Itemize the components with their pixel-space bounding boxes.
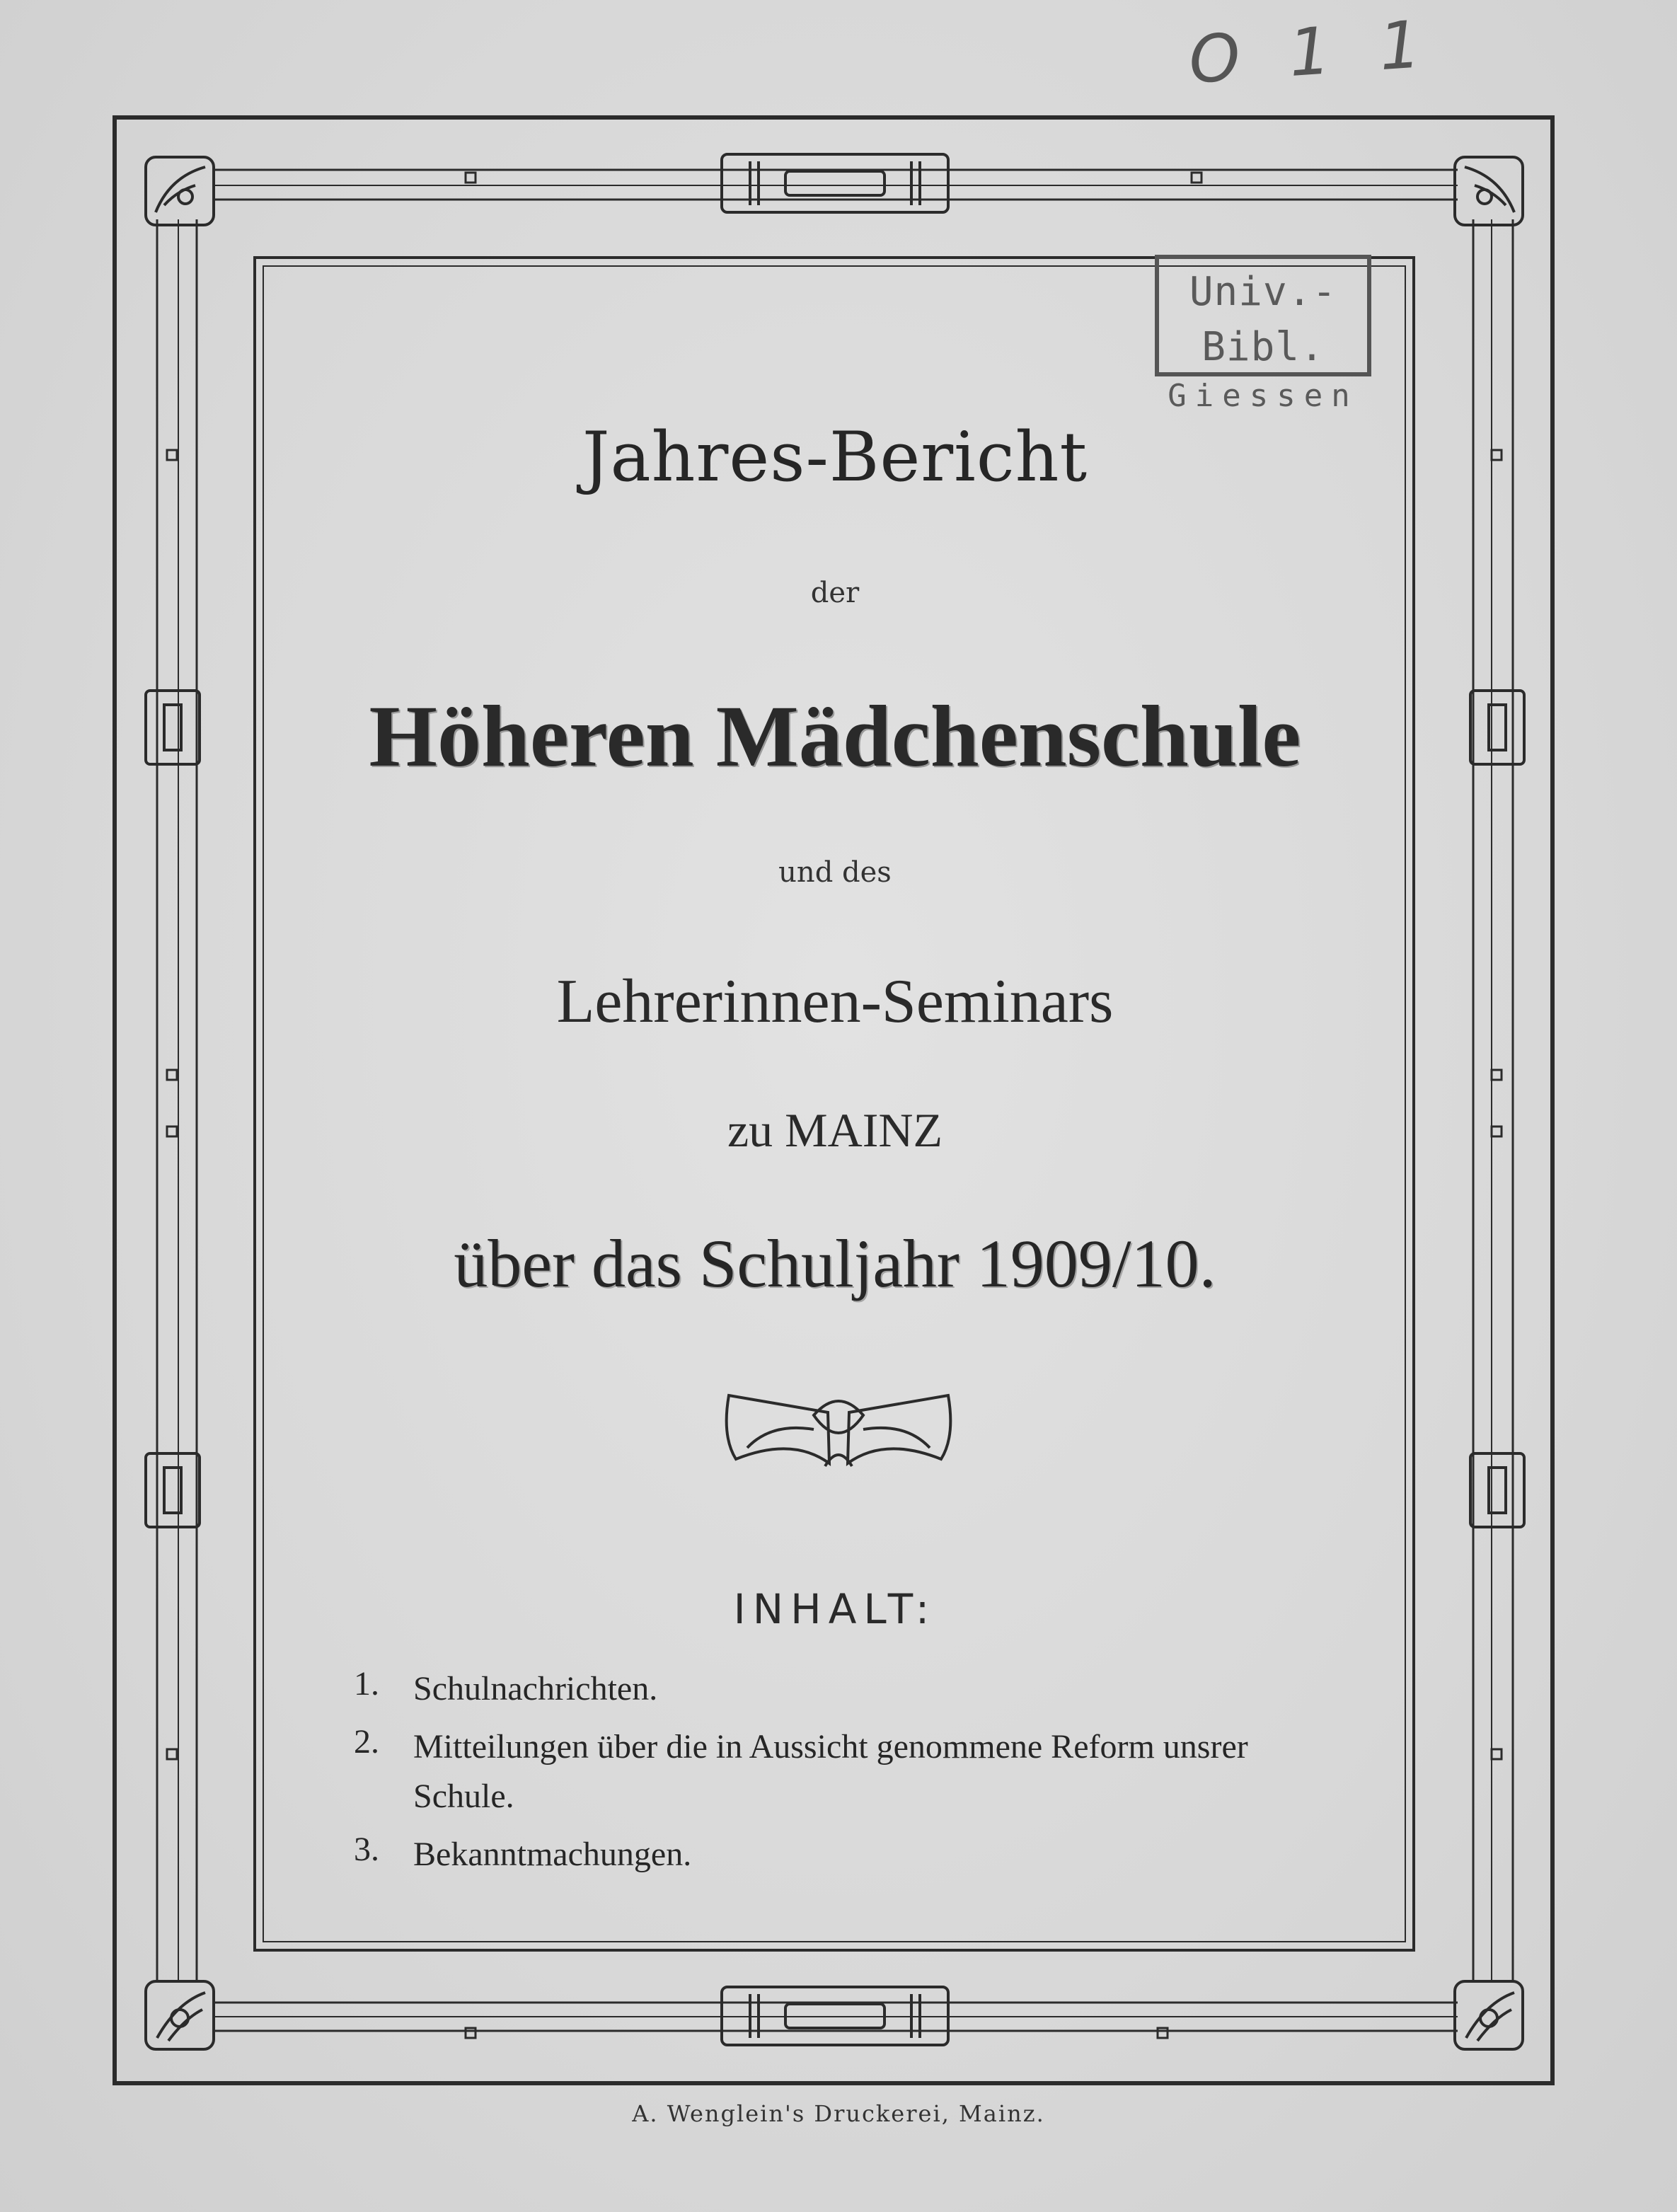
contents-list <box>354 1664 1344 1888</box>
seminar-name: Lehrerinnen-Seminars <box>556 967 1114 1036</box>
item-text: Bekanntmachungen. <box>413 1836 692 1873</box>
school-name: Höheren Mädchenschule <box>369 688 1301 785</box>
library-stamp <box>1155 255 1371 414</box>
city-line: zu MAINZ <box>727 1103 943 1157</box>
handwritten-shelfmark: O 1 1 <box>1186 5 1438 99</box>
school-year: über das Schuljahr 1909/10. <box>454 1226 1216 1301</box>
list-item <box>354 1830 1344 1879</box>
item-number: 3. <box>354 1831 379 1868</box>
item-number: 2. <box>354 1723 379 1761</box>
list-item <box>354 1664 1344 1714</box>
stamp-line2: Giessen <box>1168 378 1359 414</box>
stamp-line1: Univ.-Bibl. <box>1189 269 1337 370</box>
item-text: Mitteilungen über die in Aussicht genommene Reform unsrer Schule. <box>413 1728 1248 1815</box>
title-und-des: und des <box>778 856 892 889</box>
printer-imprint: A. Wenglein's Druckerei, Mainz. <box>632 2100 1045 2127</box>
contents-heading: INHALT: <box>733 1585 937 1633</box>
item-text: Schulnachrichten. <box>413 1670 658 1707</box>
item-number: 1. <box>354 1665 379 1703</box>
report-title: Jahres-Bericht <box>582 417 1088 497</box>
list-item <box>354 1722 1344 1821</box>
title-der: der <box>810 577 860 609</box>
vignette-ornament <box>727 1395 951 1466</box>
